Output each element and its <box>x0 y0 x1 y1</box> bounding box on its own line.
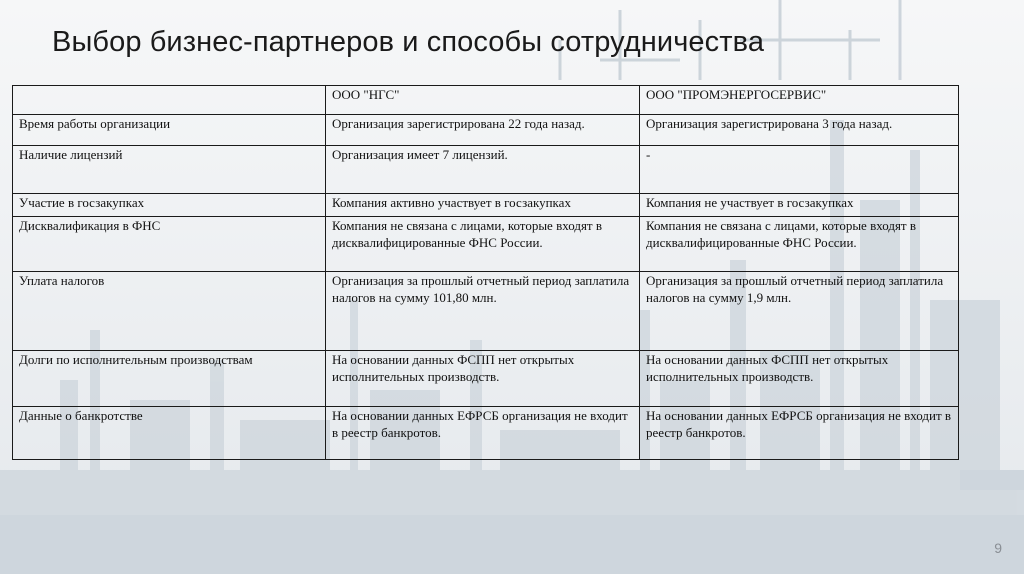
promenergoservis-cell: Организация зарегистрирована 3 года назад. <box>640 115 959 146</box>
table-row <box>13 272 959 351</box>
promenergoservis-cell: Организация за прошлый отчетный период заплатила налогов на сумму 1,9 млн. <box>640 272 959 351</box>
ngs-cell: Организация имеет 7 лицензий. <box>326 146 640 194</box>
slide-title: Выбор бизнес-партнеров и способы сотрудничества <box>52 26 765 58</box>
criterion-cell: Уплата налогов <box>13 272 326 351</box>
criterion-cell: Время работы организации <box>13 115 326 146</box>
criterion-cell: Участие в госзакупках <box>13 194 326 217</box>
header-cell-promenergoservis: ООО "ПРОМЭНЕРГОСЕРВИС" <box>640 86 959 115</box>
header-cell-criterion <box>13 86 326 115</box>
ngs-cell: На основании данных ФСПП нет открытых исполнительных производств. <box>326 351 640 407</box>
ngs-cell: Организация за прошлый отчетный период заплатила налогов на сумму 101,80 млн. <box>326 272 640 351</box>
table-header-row <box>13 86 959 115</box>
promenergoservis-cell: На основании данных ФСПП нет открытых исполнительных производств. <box>640 351 959 407</box>
criterion-cell: Дисквалификация в ФНС <box>13 217 326 272</box>
comparison-table <box>12 85 959 460</box>
promenergoservis-cell: - <box>640 146 959 194</box>
table-row <box>13 351 959 407</box>
table-row <box>13 115 959 146</box>
ngs-cell: Компания активно участвует в госзакупках <box>326 194 640 217</box>
ngs-cell: Компания не связана с лицами, которые входят в дисквалифицированные ФНС России. <box>326 217 640 272</box>
promenergoservis-cell: Компания не связана с лицами, которые входят в дисквалифицированные ФНС России. <box>640 217 959 272</box>
ngs-cell: Организация зарегистрирована 22 года назад. <box>326 115 640 146</box>
promenergoservis-cell: На основании данных ЕФРСБ организация не входит в реестр банкротов. <box>640 407 959 460</box>
promenergoservis-cell: Компания не участвует в госзакупках <box>640 194 959 217</box>
criterion-cell: Наличие лицензий <box>13 146 326 194</box>
table-row <box>13 194 959 217</box>
table-row <box>13 407 959 460</box>
page-number: 9 <box>994 540 1002 556</box>
table-row <box>13 146 959 194</box>
header-cell-ngs: ООО "НГС" <box>326 86 640 115</box>
criterion-cell: Данные о банкротстве <box>13 407 326 460</box>
ngs-cell: На основании данных ЕФРСБ организация не входит в реестр банкротов. <box>326 407 640 460</box>
criterion-cell: Долги по исполнительным производствам <box>13 351 326 407</box>
table-row <box>13 217 959 272</box>
